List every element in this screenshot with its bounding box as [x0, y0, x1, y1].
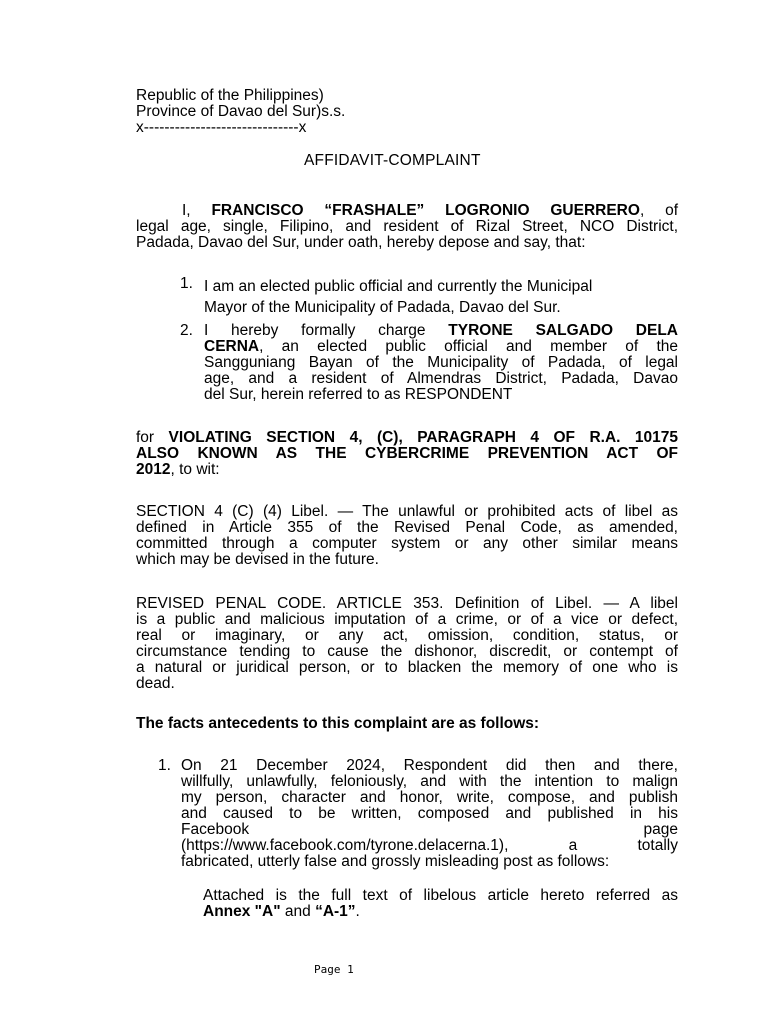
intro-line-3: Padada, Davao del Sur, under oath, hereby depose and say, that:: [136, 234, 586, 251]
rpc-article-353-quote: [136, 596, 678, 692]
charge-line-1: for VIOLATING SECTION 4, (C), PARAGRAPH 4 OF R.A. 10175: [136, 429, 678, 446]
item2-line-1: I hereby formally charge TYRONE SALGADO DELA: [204, 322, 678, 339]
venue-province: Province of Davao del Sur)s.s.: [136, 103, 346, 120]
list-number: 1.: [180, 275, 193, 292]
charge-line-3: 2012, to wit:: [136, 461, 220, 478]
document-title: AFFIDAVIT-COMPLAINT: [304, 152, 481, 169]
list-number: 1.: [158, 757, 171, 774]
list-item-2: [180, 323, 678, 403]
item2-line-2: CERNA, an elected public official and member of the: [204, 338, 678, 355]
fact1-line-1: On 21 December 2024, Respondent did then and there,: [181, 757, 678, 774]
rpc-line-1: REVISED PENAL CODE. ARTICLE 353. Definition of Libel. — A libel: [136, 595, 678, 612]
rpc-line-3: real or imaginary, or any act, omission, condition, status, or: [136, 627, 678, 644]
fact1-line-7: fabricated, utterly false and grossly misleading post as follows:: [181, 853, 610, 870]
venue-separator: x------------------------------x: [136, 119, 307, 136]
list-number: 2.: [180, 322, 193, 339]
item2-line-4: age, and a resident of Almendras District, Padada, Davao: [204, 370, 678, 387]
rpc-line-4: circumstance tending to cause the dishonor, discredit, or contempt of: [136, 643, 678, 660]
intro-line-2: legal age, single, Filipino, and resident of Rizal Street, NCO District,: [136, 218, 678, 235]
facts-heading: The facts antecedents to this complaint are as follows:: [136, 715, 540, 732]
section-4-quote: [136, 504, 678, 568]
annex-line-1: Attached is the full text of libelous article hereto referred as: [203, 887, 678, 904]
annex-paragraph: [203, 888, 678, 920]
section4-line-3: committed through a computer system or any other similar means: [136, 535, 678, 552]
annex-line-2: Annex "A" and “A-1”.: [203, 903, 360, 920]
section4-line-4: which may be devised in the future.: [136, 551, 379, 568]
affiant-name: FRANCISCO “FRASHALE” LOGRONIO GUERRERO: [211, 202, 640, 219]
intro-paragraph: [136, 203, 678, 251]
charge-paragraph: [136, 430, 678, 478]
fact-item-1: [158, 758, 678, 870]
fact1-line-2: willfully, unlawfully, feloniously, and with the intention to malign: [181, 773, 678, 790]
section4-line-2: defined in Article 355 of the Revised Penal Code, as amended,: [136, 519, 678, 536]
item1-line-2: Mayor of the Municipality of Padada, Davao del Sur.: [204, 299, 561, 316]
item1-line-1: I am an elected public official and currently the Municipal: [204, 278, 593, 295]
intro-line-1: I, FRANCISCO “FRASHALE” LOGRONIO GUERRERO, of: [182, 202, 679, 219]
section4-line-1: SECTION 4 (C) (4) Libel. — The unlawful or prohibited acts of libel as: [136, 503, 678, 520]
item2-line-3: Sangguniang Bayan of the Municipality of Padada, of legal: [204, 354, 678, 371]
rpc-line-6: dead.: [136, 675, 175, 692]
fact1-line-5: Facebook page: [181, 821, 678, 838]
fact1-line-3: my person, character and honor, write, compose, and publish: [181, 789, 678, 806]
respondent-name: TYRONE SALGADO DELA: [448, 322, 678, 339]
facebook-url: (https://www.facebook.com/tyrone.delacerna.1),: [181, 837, 509, 854]
rpc-line-5: a natural or juridical person, or to blacken the memory of one who is: [136, 659, 678, 676]
annex-a1-label: “A-1”: [315, 903, 356, 920]
list-item-1: [180, 276, 678, 318]
charge-line-2: ALSO KNOWN AS THE CYBERCRIME PREVENTION ACT OF: [136, 445, 678, 462]
venue-republic: Republic of the Philippines): [136, 87, 324, 104]
venue-header: [136, 88, 345, 136]
fact1-line-4: and caused to be written, composed and published in his: [181, 805, 678, 822]
fact1-line-6: (https://www.facebook.com/tyrone.delacerna.1), a totally: [181, 837, 678, 854]
annex-a-label: Annex "A": [203, 903, 281, 920]
item2-line-5: del Sur, herein referred to as RESPONDENT: [204, 386, 513, 403]
rpc-line-2: is a public and malicious imputation of a crime, or of a vice or defect,: [136, 611, 678, 628]
page-number: Page 1: [314, 963, 354, 976]
